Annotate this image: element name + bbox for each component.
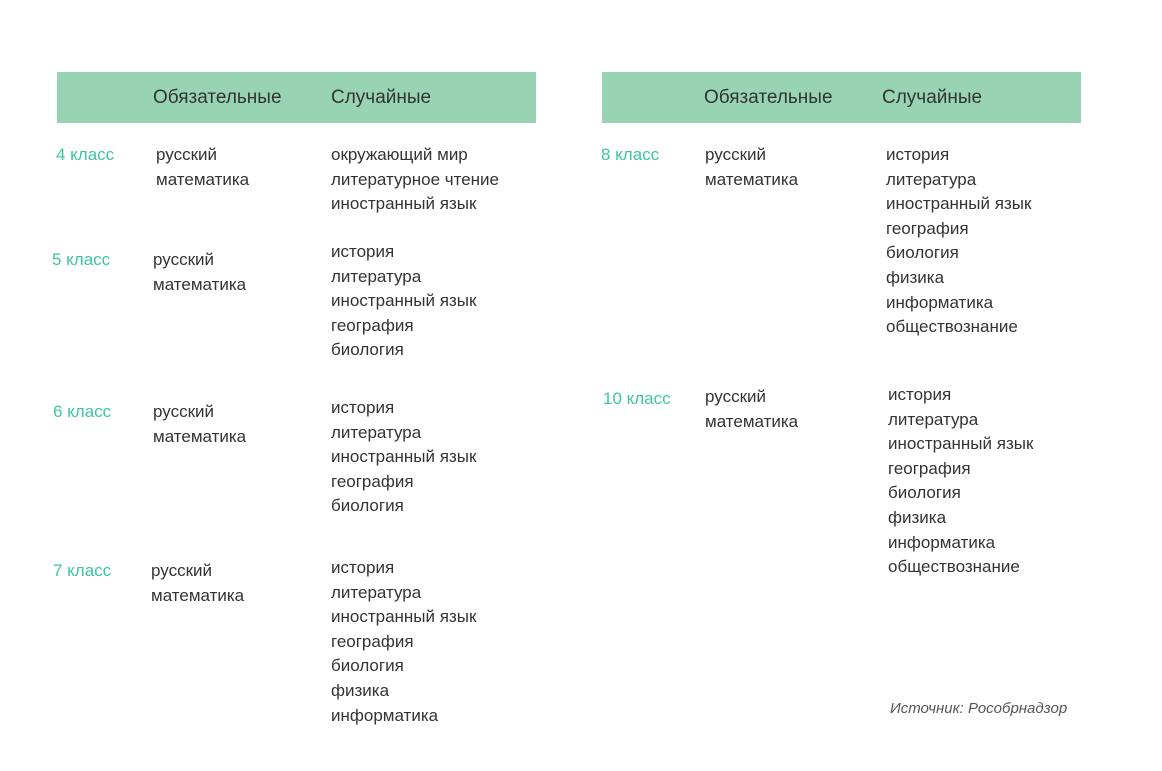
grade-label-6: 6 класс [53,402,112,421]
subject-item: биология [331,496,404,516]
subject-item: география [331,631,414,651]
subject-item: иностранный язык [886,194,1032,214]
subject-item: история [331,558,395,577]
subject-item: русский [151,561,213,580]
subject-item: литература [886,169,977,189]
left-header-random: Случайные [331,87,432,108]
subject-item: биология [886,243,959,263]
left-table-header [57,72,536,123]
subject-item: история [331,398,395,417]
subject-item: иностранный язык [331,194,477,214]
subject-item: русский [156,145,218,164]
subject-item: история [888,385,952,404]
subject-item: математика [705,411,799,431]
subject-item: иностранный язык [331,291,477,311]
subject-item: математика [153,426,247,446]
mandatory-list-6 [153,400,246,449]
subject-item: литература [888,409,979,429]
subject-item: обществознание [886,317,1018,337]
subject-item: русский [153,402,215,421]
grade-label-4: 4 класс [56,145,115,164]
subject-item: биология [888,483,961,503]
subject-item: обществознание [888,557,1020,577]
subject-item: математика [153,274,247,294]
grade-label-10: 10 класс [603,389,671,408]
subject-item: математика [156,169,250,189]
random-list-7 [331,556,476,728]
subject-item: литературное чтение [331,169,500,189]
subject-item: биология [331,340,404,360]
subject-item: литература [331,422,422,442]
subject-item: иностранный язык [331,607,477,627]
subject-item: окружающий мир [331,145,468,164]
random-list-5 [331,240,476,363]
subject-item: география [886,218,969,238]
right-header-mandatory: Обязательные [704,87,833,108]
random-list-4 [331,143,499,217]
subject-item: история [331,242,395,261]
mandatory-list-5 [153,248,246,297]
random-list-10 [888,383,1033,580]
random-list-6 [331,396,476,519]
mandatory-list-4 [156,143,249,192]
subject-item: история [886,145,950,164]
subject-item: география [331,315,414,335]
subject-item: русский [705,145,767,164]
subject-item: география [888,458,971,478]
mandatory-list-10 [705,385,798,434]
subject-item: физика [886,267,945,287]
source-note: Источник: Рособрнадзор [890,700,1068,717]
subject-item: русский [153,250,215,269]
subject-item: математика [151,585,245,605]
subject-item: физика [331,680,390,700]
grade-label-5: 5 класс [52,250,111,269]
subject-item: литература [331,582,422,602]
subject-item: информатика [888,532,996,552]
right-table-header [602,72,1081,123]
subject-item: физика [888,507,947,527]
subject-item: математика [705,169,799,189]
mandatory-list-7 [151,559,244,608]
subject-item: биология [331,656,404,676]
subject-item: информатика [886,292,994,312]
subject-item: литература [331,266,422,286]
subject-item: информатика [331,705,439,725]
subject-item: русский [705,387,767,406]
random-list-8 [886,143,1031,340]
mandatory-list-8 [705,143,798,192]
subject-item: география [331,471,414,491]
subject-item: иностранный язык [331,447,477,467]
right-header-random: Случайные [882,87,983,108]
grade-label-8: 8 класс [601,145,660,164]
subject-item: иностранный язык [888,434,1034,454]
left-header-mandatory: Обязательные [153,87,282,108]
grade-label-7: 7 класс [53,561,112,580]
